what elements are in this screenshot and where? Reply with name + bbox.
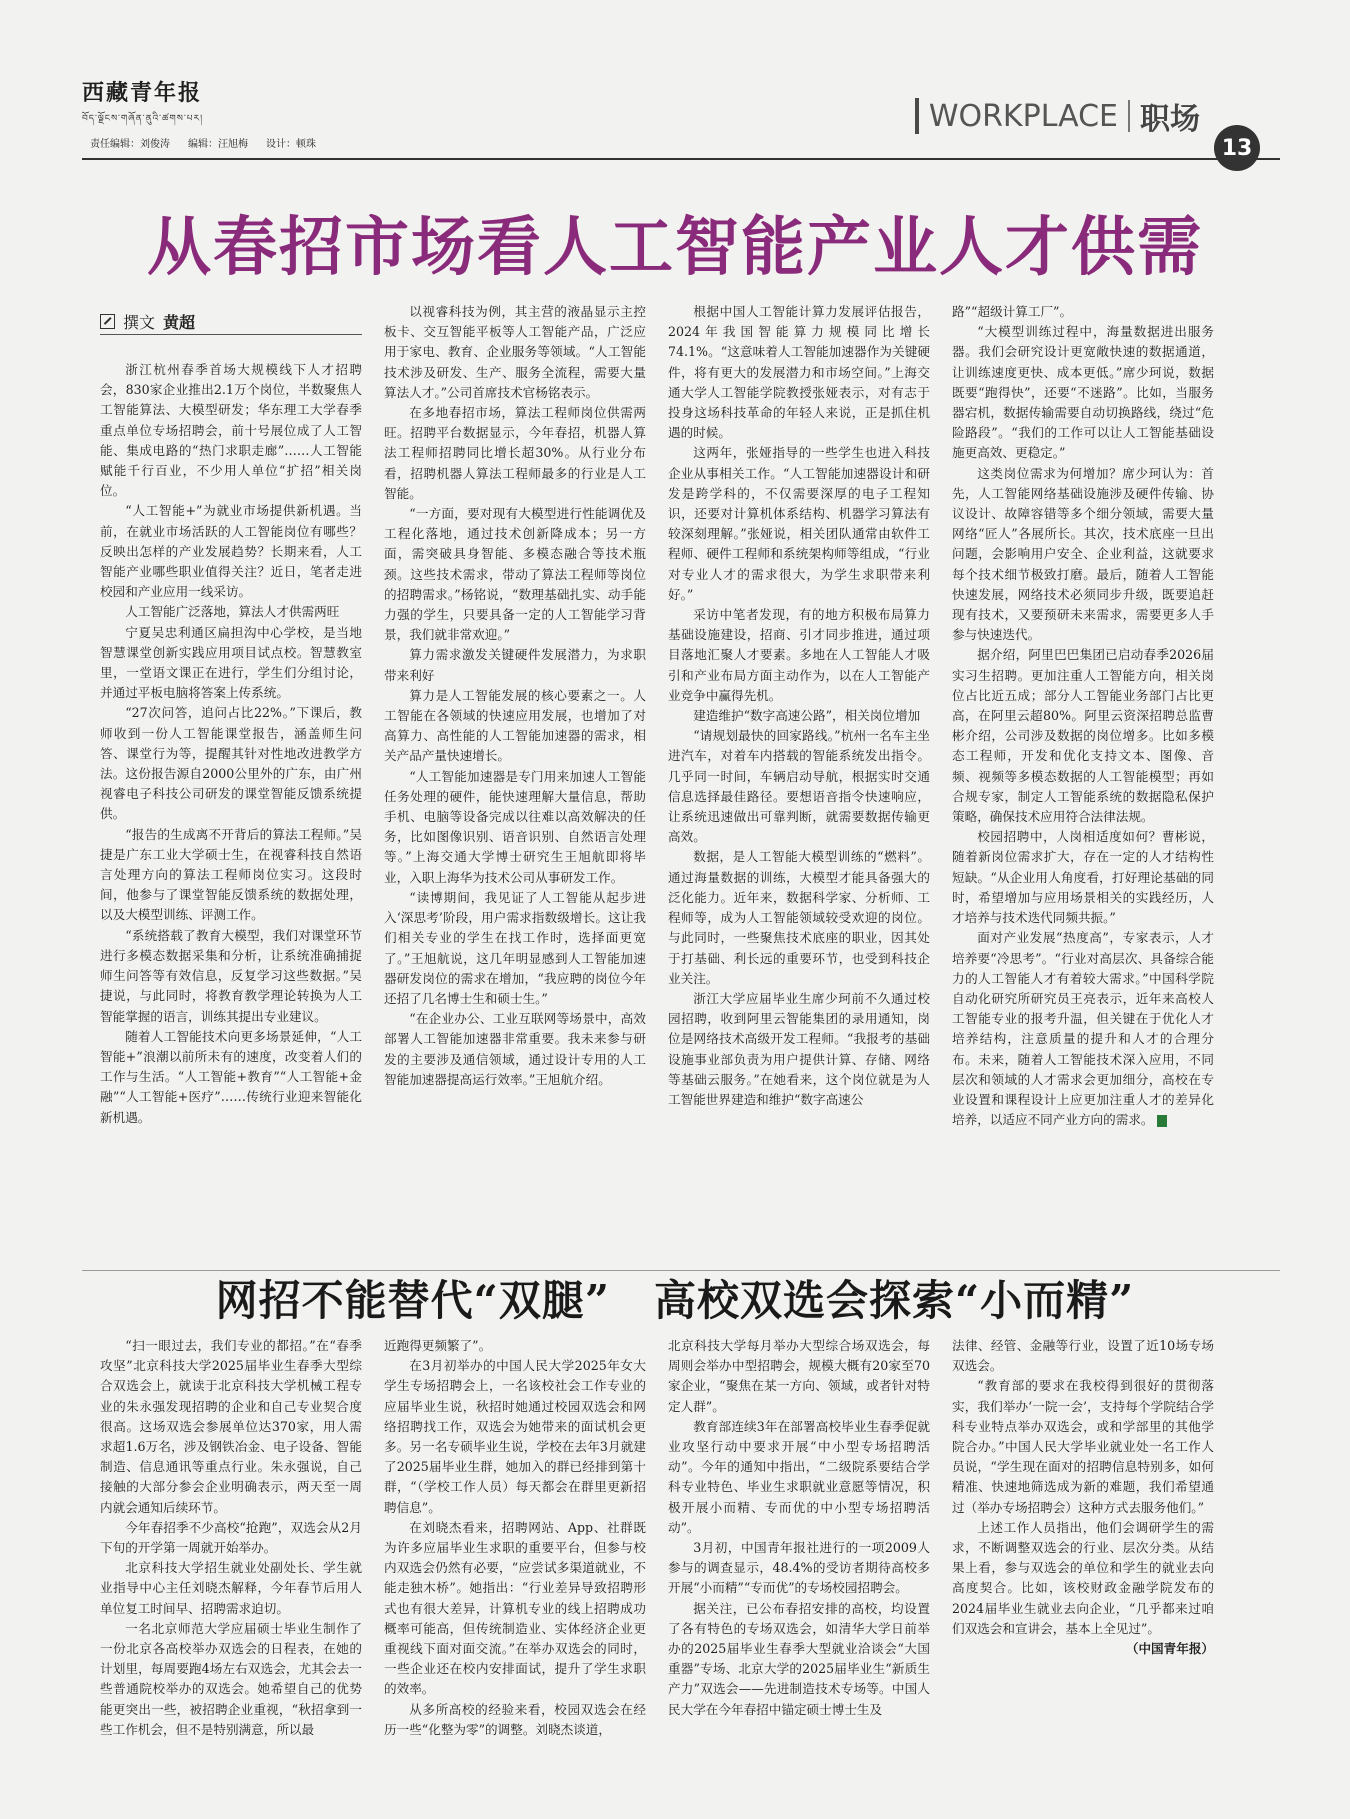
section-label bbox=[915, 94, 1200, 138]
paragraph: “大模型训练过程中，海量数据进出服务器。我们会研究设计更宽敞快速的数据通道，让训练速度更快、成本更低。”席少珂说，数据既要“跑得快”，还要“不迷路”。比如，当服务器宕机，数据传输需要自动切换路线，绕过“危险路段”。“我们的工作可以让人工智能基础设施更高效、更稳定。” bbox=[952, 324, 1214, 461]
paragraph: 上述工作人员指出，他们会调研学生的需求，不断调整双选会的行业、层次分类。从结果上看，参与双选会的单位和学生的就业去向高度契合。比如，该校财政金融学院发布的2024届毕业生就业去向企业，“几乎都来过咱们双选会和宣讲会，基本上全见过”。 bbox=[952, 1519, 1214, 1636]
paragraph: 从多所高校的经验来看，校园双选会在经历一些“化整为零”的调整。刘晓杰谈道， bbox=[384, 1701, 646, 1737]
article1-column-4 bbox=[952, 302, 1214, 1262]
article2-column-2 bbox=[384, 1336, 646, 1756]
article2-title-part1: 网招不能替代“双腿” bbox=[215, 1276, 610, 1325]
paragraph: 以视睿科技为例，其主营的液晶显示主控板卡、交互智能平板等人工智能产品，广泛应用于家电、教育、企业服务等领域。“人工智能技术涉及研发、生产、服务全流程，需要大量算法人才。”公司首席技术官杨铭表示。 bbox=[384, 304, 646, 400]
article1-column-3 bbox=[668, 302, 930, 1262]
paper-name-tibetan: བོད་ལྗོངས་གཞོན་ནུའི་ཚགས་པར། bbox=[82, 114, 204, 124]
paper-name: 西藏青年报 bbox=[82, 80, 203, 106]
article1-byline bbox=[100, 310, 195, 333]
section-separator bbox=[1128, 100, 1130, 132]
paragraph: 采访中笔者发现，有的地方积极布局算力基础设施建设，招商、引才同步推进，通过项目落地汇聚人才要素。多地在人工智能人才吸引和产业布局方面主动作为，以在人工智能产业竞争中赢得先机。 bbox=[668, 607, 930, 703]
paragraph: 近跑得更频繁了”。 bbox=[384, 1338, 492, 1353]
paragraph: 北京科技大学招生就业处副处长、学生就业指导中心主任刘晓杰解释，今年春节后用人单位复工时间早、招聘需求迫切。 bbox=[100, 1560, 362, 1616]
paragraph-last bbox=[952, 928, 1214, 1130]
credit-designer: 设计：顿珠 bbox=[266, 139, 316, 150]
paragraph: 法律、经管、金融等行业，设置了近10场专场双选会。 bbox=[952, 1338, 1214, 1374]
pencil-icon bbox=[100, 314, 115, 329]
subheading: 人工智能广泛落地，算法人才供需两旺 bbox=[125, 604, 340, 620]
paragraph: 在刘晓杰看来，招聘网站、App、社群既为许多应届毕业生求职的重要平台，但参与校内双选会仍然有必要，“应尝试多渠道就业，不能走独木桥”。她指出：“行业差异导致招聘形式也有很大差异，计算机专业的线上招聘成功概率可能高，但传统制造业、实体经济企业更重视线下面对面交流。”在举办双选会的同时，一些企业还在校内安排面试，提升了学生求职的效率。 bbox=[384, 1519, 646, 1697]
paragraph: 在多地春招市场，算法工程师岗位供需两旺。招聘平台数据显示，今年春招，机器人算法工程师招聘同比增长超30%。从行业分布看，招聘机器人算法工程师最多的行业是人工智能。 bbox=[384, 405, 646, 501]
paragraph: 这两年，张娅指导的一些学生也进入科技企业从事相关工作。“人工智能加速器设计和研发是跨学科的，不仅需要深厚的电子工程知识，还要对计算机体系结构、机器学习算法有较深刻理解。”张娅说，相关团队通常由软件工程师、硬件工程师和系统架构师等组成，“行业对专业人才的需求很大，为学生求职带来利好。” bbox=[668, 445, 930, 602]
paragraph: 浙江杭州春季首场大规模线下人才招聘会，830家企业推出2.1万个岗位，半数聚焦人工智能算法、大模型研发；华东理工大学春季重点单位专场招聘会，前十号展位成了人工智能、集成电路的“热门求职走廊”……人工智能赋能千行百业，不少用人单位“扩招”相关岗位。 bbox=[100, 362, 362, 499]
article1-column-1 bbox=[100, 360, 362, 1260]
paragraph: 这类岗位需求为何增加？席少珂认为：首先，人工智能网络基础设施涉及硬件传输、协议设计、故障容错等多个细分领域，需要大量网络“匠人”各展所长。其次，技术底座一旦出问题，会影响用户安全、企业利益，这就要求每个技术细节极致打磨。最后，随着人工智能快速发展，网络技术必须同步升级，既要追赶现有技术，又要预研未来需求，需要更多人手参与快速迭代。 bbox=[952, 465, 1214, 643]
paragraph: 校园招聘中，人岗相适度如何？曹彬说，随着新岗位需求扩大，存在一定的人才结构性短缺。“从企业用人角度看，打好理论基础的同时，希望增加与应用场景相关的实践经历，人才培养与技术迭代同频共振。” bbox=[952, 829, 1214, 926]
paragraph: “27次问答，追问占比22%。”下课后，教师收到一份人工智能课堂报告，涵盖师生问答、课堂行为等，提醒其针对性地改进教学方法。这份报告源自2000公里外的广东，由广州视睿电子科技公司研发的课堂智能反馈系统提供。 bbox=[100, 705, 362, 822]
page-number: 13 bbox=[1214, 125, 1260, 171]
paragraph: “教育部的要求在我校得到很好的贯彻落实，我们举办‘一院一会’，支持每个学院结合学科专业特点举办双选会，或和学部里的其他学院合办。”中国人民大学毕业就业处一名工作人员说，“学生现在面对的招聘信息特别多，如何精准、快速地筛选成为新的难题，我们希望通过（举办专场招聘会）这种方式去服务他们。” bbox=[952, 1378, 1214, 1515]
paragraph: “请规划最快的回家路线。”杭州一名车主坐进汽车，对着车内搭载的智能系统发出指令。几乎同一时间，车辆启动导航，根据实时交通信息选择最佳路径。要想语音指令快速响应，让系统迅速做出可靠判断，就需要数据传输更高效。 bbox=[668, 728, 930, 845]
paragraph: 在3月初举办的中国人民大学2025年女大学生专场招聘会上，一名该校社会工作专业的应届毕业生说，秋招时她通过校园双选会和网络招聘找工作，双选会为她带来的面试机会更多。另一名专硕毕业生说，学校在去年3月就建了2025届毕业生群，她加入的群已经排到第十群，“（学校工作人员）每天都会在群里更新招聘信息”。 bbox=[384, 1358, 646, 1515]
credit-editor-in-charge: 责任编辑：刘俊涛 bbox=[90, 139, 170, 150]
byline-rule bbox=[100, 334, 362, 335]
paragraph-text: 面对产业发展“热度高”，专家表示，人才培养要“冷思考”。“行业对高层次、具备综合能力的人工智能人才有着较大需求。”中国科学院自动化研究所研究员王亮表示，近年来高校人工智能专业的报考升温，但关键在于优化人才培养结构，注意质量的提升和人才的合理分布。未来，随着人工智能技术深入应用，不同层次和领域的人才需求会更加细分，高校在专业设置和课程设计上应更加注重人才的差异化培养，以适应不同产业方向的需求。 bbox=[952, 930, 1214, 1128]
article1-column-2 bbox=[384, 302, 646, 1262]
paragraph: 随着人工智能技术向更多场景延伸，“人工智能+”浪潮以前所未有的速度，改变着人们的工作与生活。“人工智能+教育”“人工智能+金融”“人工智能+医疗”……传统行业迎来智能化新机遇。 bbox=[100, 1028, 362, 1125]
paragraph: “在企业办公、工业互联网等场景中，高效部署人工智能加速器非常重要。我未来参与研发的主要涉及通信领域，通过设计专用的人工智能加速器提高运行效率。”王旭航介绍。 bbox=[384, 1011, 646, 1087]
end-mark-icon bbox=[1157, 1115, 1167, 1127]
paragraph: “报告的生成离不开背后的算法工程师。”吴捷是广东工业大学硕士生，在视睿科技自然语言处理方向的算法工程师岗位实习。这段时间，他参与了课堂智能反馈系统的数据处理，以及大模型训练、评测工作。 bbox=[100, 826, 362, 923]
paragraph: 数据，是人工智能大模型训练的“燃料”。通过海量数据的训练，大模型才能具备强大的泛化能力。近年来，数据科学家、分析师、工程师等，成为人工智能领域较受欢迎的岗位。与此同时，一些聚焦技术底座的职业，因其处于打基础、利长远的重要环节，也受到科技企业关注。 bbox=[668, 849, 930, 986]
paragraph: 一名北京师范大学应届硕士毕业生制作了一份北京各高校举办双选会的日程表，在她的计划里，每周要跑4场左右双选会，尤其会去一些普通院校举办的双选会。她希望自己的优势能更突出一些，被招聘企业重视，“秋招拿到一些工作机会，但不是特别满意，所以最 bbox=[100, 1620, 362, 1737]
paragraph: 据关注，已公布春招安排的高校，均设置了各有特色的专场双选会，如清华大学日前举办的2025届毕业生春季大型就业洽谈会“大国重器”专场、北京大学的2025届毕业生“新质生产力”双选会——先进制造技术专场等。中国人民大学在今年春招中锚定硕士博士生及 bbox=[668, 1600, 930, 1717]
paragraph: 北京科技大学每月举办大型综合场双选会，每周则会举办中型招聘会，规模大概有20家至70家企业，“聚焦在某一方向、领域，或者针对特定人群”。 bbox=[668, 1338, 930, 1414]
article2-column-1 bbox=[100, 1336, 362, 1756]
article2-source: （中国青年报） bbox=[1125, 1641, 1214, 1657]
paragraph: 浙江大学应届毕业生席少珂前不久通过校园招聘，收到阿里云智能集团的录用通知，岗位是网络技术高级开发工程师。“我报考的基础设施事业部负责为用户提供计算、存储、网络等基础云服务。”在她看来，这个岗位就是为人工智能世界建造和维护“数字高速公 bbox=[668, 990, 930, 1107]
paragraph: “系统搭载了教育大模型，我们对课堂环节进行多模态数据采集和分析，让系统准确捕捉师生问答等有效信息，反复学习这些数据。”吴捷说，与此同时，将教育教学理论转换为人工智能掌握的语言，训练其提出专业建议。 bbox=[100, 927, 362, 1024]
paragraph: 据介绍，阿里巴巴集团已启动春季2026届实习生招聘。更加注重人工智能方向，相关岗位占比近五成；部分人工智能业务部门占比更高，在阿里云超80%。阿里云资深招聘总监曹彬介绍，公司涉及数据的岗位增多。比如多模态工程师，开发和优化支持文本、图像、音频、视频等多模态数据的人工智能模型；再如合规专家，制定人工智能系统的数据隐私保护策略，确保技术应用符合法律法规。 bbox=[952, 647, 1214, 825]
article2-title bbox=[0, 1268, 1350, 1328]
section-label-en: WORKPLACE bbox=[928, 98, 1118, 134]
paragraph: “人工智能+”为就业市场提供新机遇。当前，在就业市场活跃的人工智能岗位有哪些？反映出怎样的产业发展趋势？长期来看，人工智能产业哪些职业值得关注？近日，笔者走进校园和产业应用一线采访。 bbox=[100, 503, 362, 600]
paragraph: 3月初，中国青年报社进行的一项2009人参与的调查显示，48.4%的受访者期待高校多开展“小而精”“专而优”的专场校园招聘会。 bbox=[668, 1540, 930, 1596]
masthead bbox=[82, 76, 203, 134]
paragraph: “一方面，要对现有大模型进行性能调优及工程化落地，通过技术创新降成本；另一方面，需突破具身智能、多模态融合等技术瓶颈。这些技术需求，带动了算法工程师等岗位的招聘需求。”杨铭说，“数理基础扎实、动手能力强的学生，只要具备一定的人工智能学习背景，我们就非常欢迎。” bbox=[384, 506, 646, 643]
section-bar bbox=[915, 98, 919, 134]
article2-title-part2: 高校双选会探索“小而精” bbox=[654, 1276, 1135, 1325]
article1-title: 从春招市场看人工智能产业人才供需 bbox=[147, 211, 1203, 285]
credit-editor: 编辑：汪旭梅 bbox=[188, 139, 248, 150]
paragraph: “人工智能加速器是专门用来加速人工智能任务处理的硬件，能快速理解大量信息，帮助手机、电脑等设备完成以往难以高效解决的任务，比如图像识别、语音识别、自然语言处理等。”上海交通大学博士研究生王旭航即将毕业，入职上海华为技术公司从事研发工作。 bbox=[384, 768, 646, 885]
subheading: 建造维护“数字高速公路”，相关岗位增加 bbox=[693, 708, 921, 724]
paragraph: “扫一眼过去，我们专业的都招。”在“春季攻坚”北京科技大学2025届毕业生春季大型综合双选会上，就读于北京科技大学机械工程专业的朱永强发现招聘的企业和自己专业契合度很高。这场双选会参展单位达370家，用人需求超1.6万名，涉及钢铁冶金、电子设备、智能制造、信息通讯等重点行业。朱永强说，自己接触的大部分参会企业明确表示，两天至一周内就会通知后续环节。 bbox=[100, 1338, 362, 1515]
article2-column-3 bbox=[668, 1336, 930, 1756]
byline-author: 黄超 bbox=[163, 313, 196, 332]
section-label-cn: 职场 bbox=[1140, 102, 1200, 137]
header-rule bbox=[82, 158, 1280, 160]
paragraph: 宁夏吴忠利通区扁担沟中心学校，是当地智慧课堂创新实践应用项目试点校。智慧教室里，一堂语文课正在进行，学生们分组讨论，并通过平板电脑将答案上传系统。 bbox=[100, 624, 362, 701]
paragraph: 根据中国人工智能计算力发展评估报告，2024年我国智能算力规模同比增长74.1%。“这意味着人工智能加速器作为关键硬件，将有更大的发展潜力和市场空间。”上海交通大学人工智能学院教授张娅表示，对有志于投身这场科技革命的年轻人来说，正是抓住机遇的时候。 bbox=[668, 304, 930, 441]
paragraph: 教育部连续3年在部署高校毕业生春季促就业攻坚行动中要求开展“中小型专场招聘活动”。今年的通知中指出，“二级院系要结合学科专业特色、毕业生求职就业意愿等情况，积极开展小而精、专而优的中小型专场招聘活动”。 bbox=[668, 1418, 930, 1535]
subheading: 算力需求激发关键硬件发展潜力，为求职带来利好 bbox=[384, 647, 646, 683]
paragraph: 路”“超级计算工厂”。 bbox=[952, 304, 1073, 319]
paragraph: 今年春招季不少高校“抢跑”，双选会从2月下旬的开学第一周就开始举办。 bbox=[100, 1519, 362, 1556]
byline-label: 撰文 bbox=[123, 313, 156, 332]
paragraph: 算力是人工智能发展的核心要素之一。人工智能在各领域的快速应用发展，也增加了对高算力、高性能的人工智能加速器的需求，相关产品产量快速增长。 bbox=[384, 687, 646, 764]
article2-column-4 bbox=[952, 1336, 1214, 1756]
credits bbox=[90, 135, 316, 150]
paragraph: “读博期间，我见证了人工智能从起步进入‘深思考’阶段，用户需求指数级增长。这让我们相关专业的学生在找工作时，选择面更宽了。”王旭航说，这几年明显感到人工智能加速器研发岗位的需求在增加，“我应聘的岗位今年还招了几名博士生和硕士生。” bbox=[384, 889, 646, 1006]
